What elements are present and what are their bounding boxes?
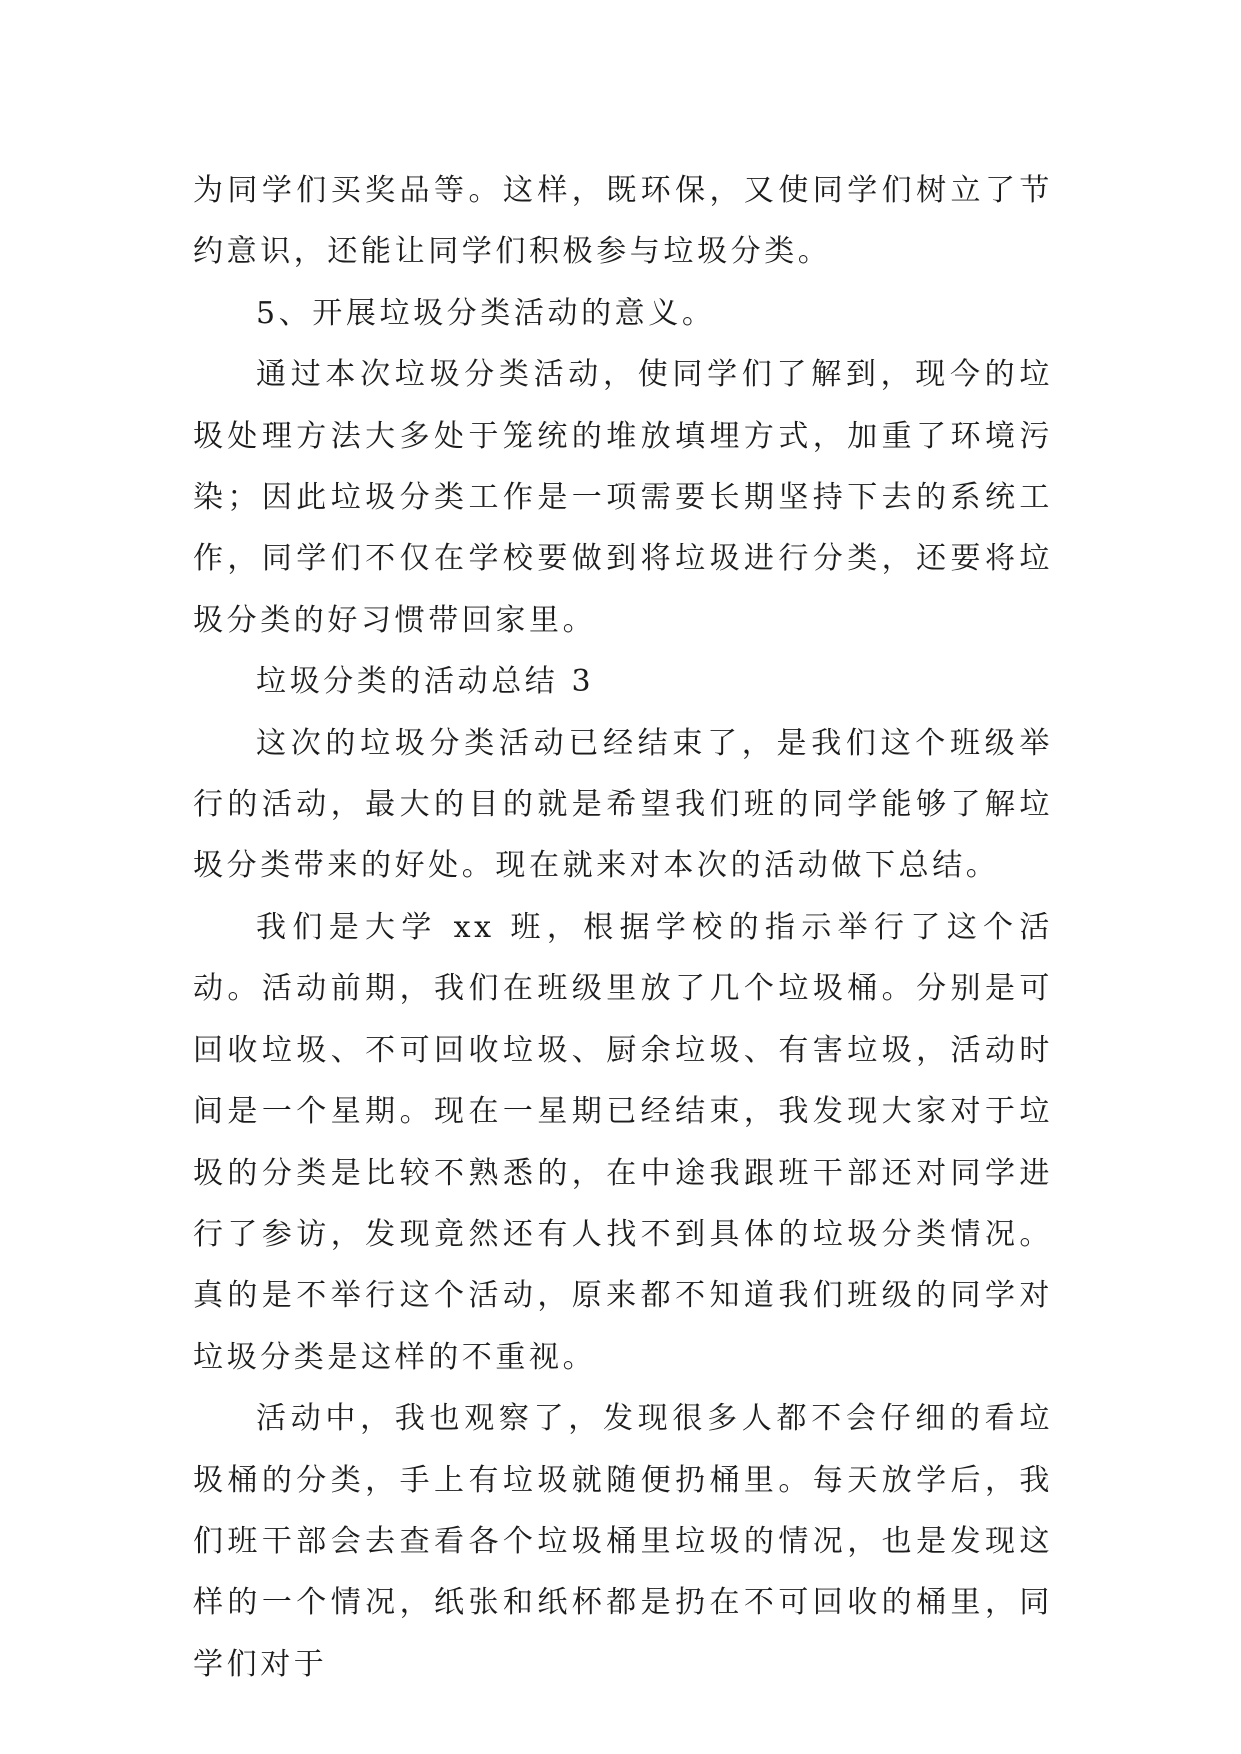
document-body — [193, 160, 1053, 1695]
paragraph-continuation: 为同学们买奖品等。这样，既环保，又使同学们树立了节约意识，还能让同学们积极参与垃圾分类。 — [193, 173, 1053, 270]
paragraph-intro: 这次的垃圾分类活动已经结束了，是我们这个班级举行的活动，最大的目的就是希望我们班的同学能够了解垃圾分类带来的好处。现在就来对本次的活动做下总结。 — [193, 725, 1053, 884]
paragraph-class-activity: 我们是大学 xx 班，根据学校的指示举行了这个活动。活动前期，我们在班级里放了几个垃圾桶。分别是可回收垃圾、不可回收垃圾、厨余垃圾、有害垃圾，活动时间是一个星期。现在一星期已经结束，我发现大家对于垃圾的分类是比较不熟悉的，在中途我跟班干部还对同学进行了参访，发现竟然还有人找不到具体的垃圾分类情况。真的是不举行这个活动，原来都不知道我们班级的同学对垃圾分类是这样的不重视。 — [193, 909, 1053, 1375]
paragraph-significance: 通过本次垃圾分类活动，使同学们了解到，现今的垃圾处理方法大多处于笼统的堆放填埋方式，加重了环境污染；因此垃圾分类工作是一项需要长期坚持下去的系统工作，同学们不仅在学校要做到将垃圾进行分类，还要将垃圾分类的好习惯带回家里。 — [193, 357, 1053, 638]
section-heading-significance: 5、开展垃圾分类活动的意义。 — [256, 295, 716, 331]
section-title-summary-3: 垃圾分类的活动总结 3 — [256, 664, 595, 700]
paragraph-observation: 活动中，我也观察了，发现很多人都不会仔细的看垃圾桶的分类，手上有垃圾就随便扔桶里。每天放学后，我们班干部会去查看各个垃圾桶里垃圾的情况，也是发现这样的一个情况，纸张和纸杯都是扔在不可回收的桶里，同学们对于 — [193, 1401, 1053, 1682]
